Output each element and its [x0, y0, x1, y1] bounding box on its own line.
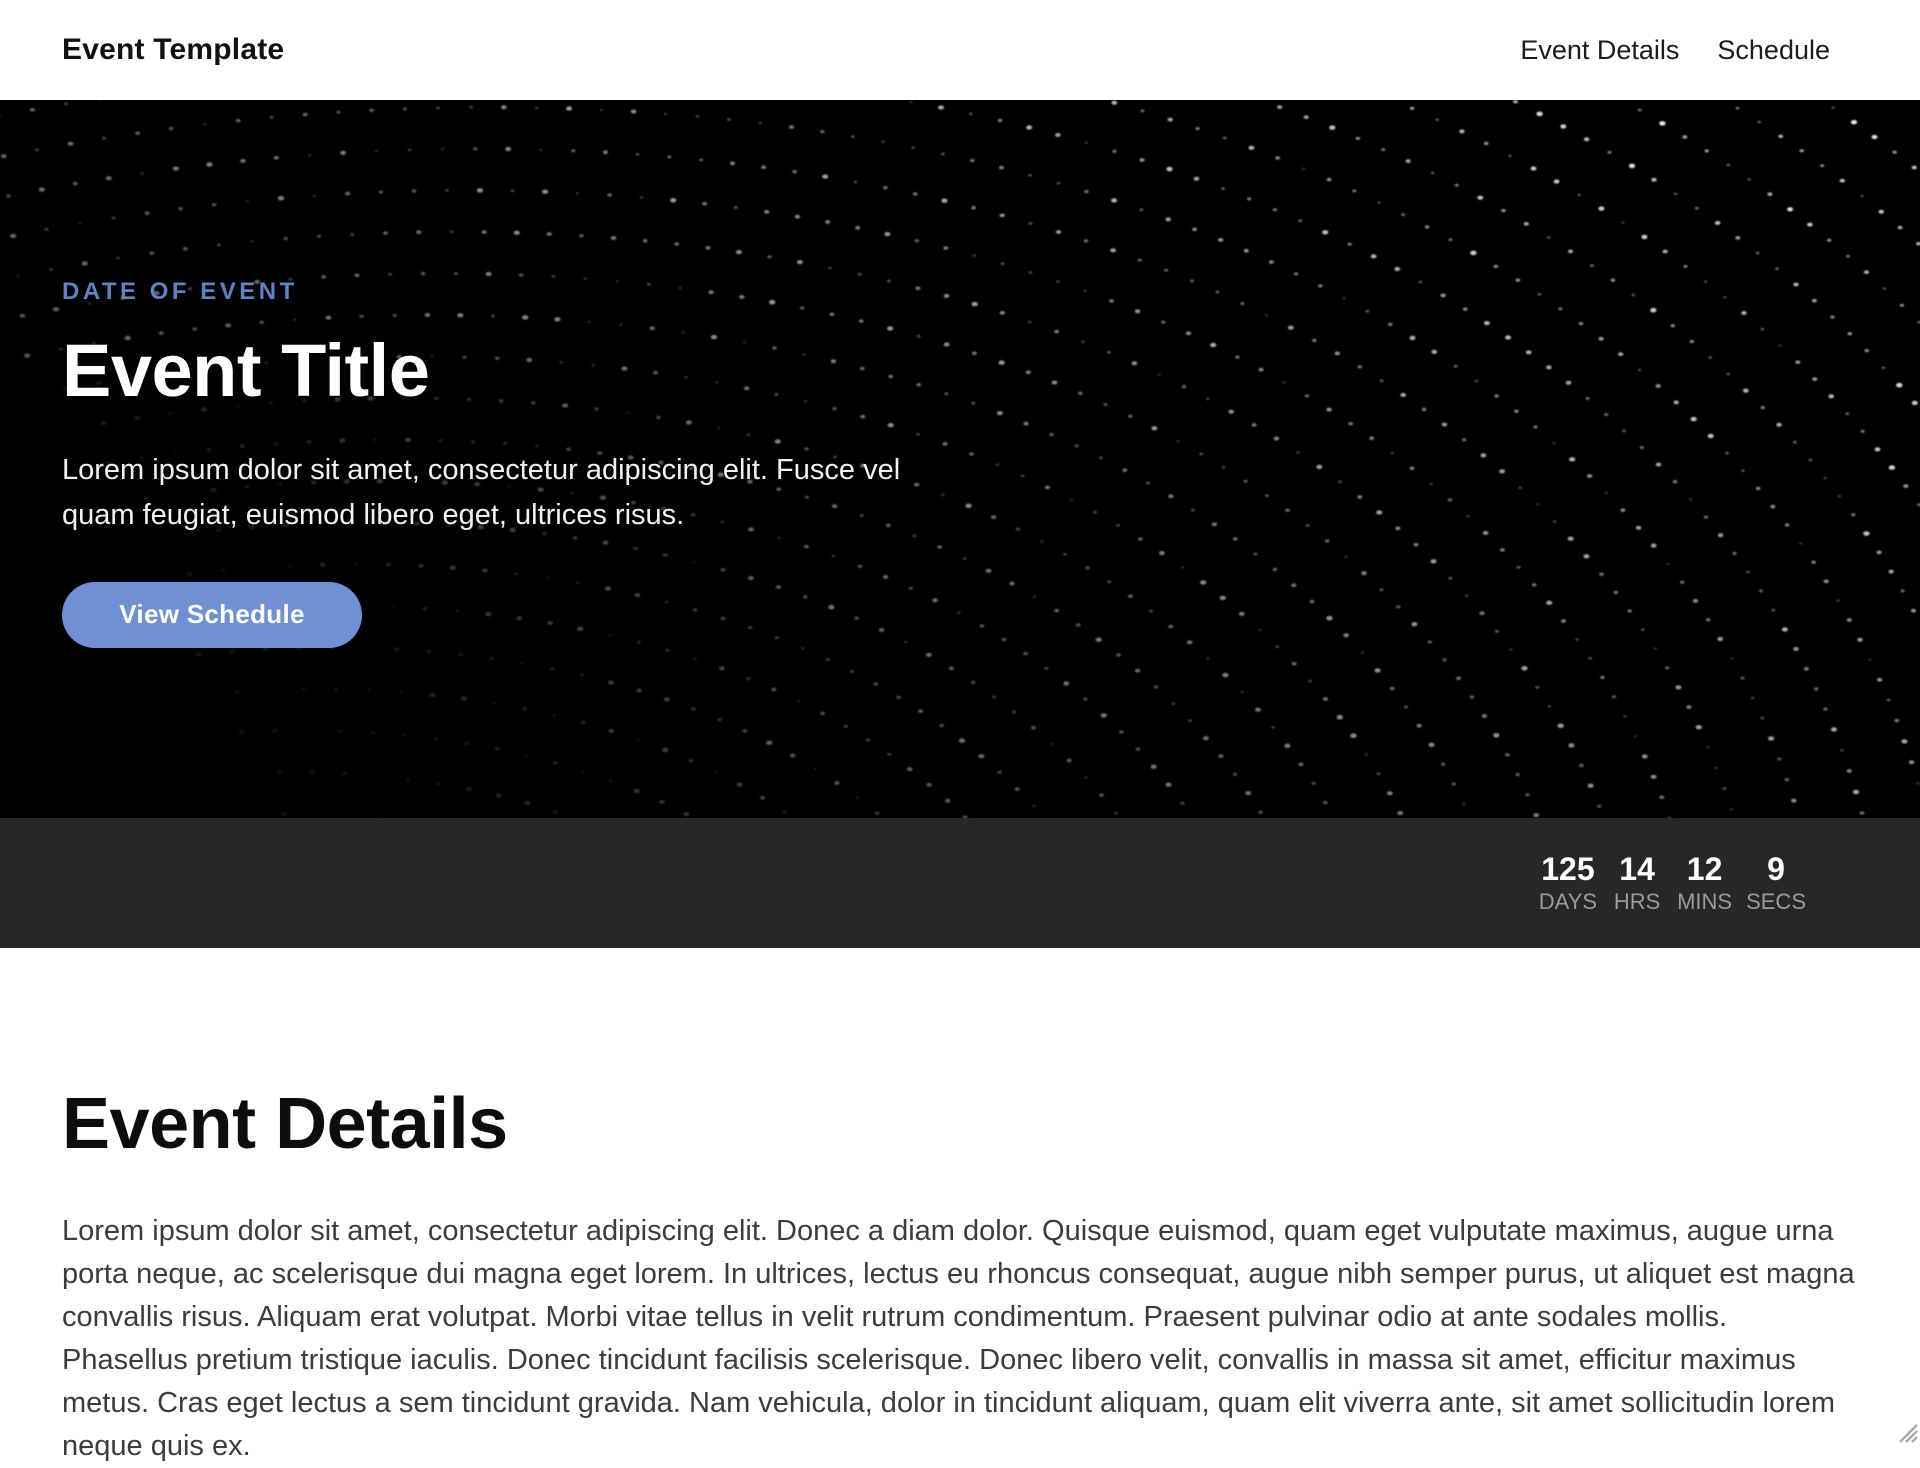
resize-handle-icon[interactable] — [1892, 1417, 1918, 1443]
countdown-label-days: DAYS — [1538, 889, 1598, 914]
logo-text: Event Template — [62, 33, 285, 66]
main-nav — [1520, 35, 1830, 66]
countdown-value-hrs: 14 — [1619, 850, 1655, 887]
event-details-body: Lorem ipsum dolor sit amet, consectetur adipiscing elit. Donec a diam dolor. Quisque euismod, quam eget vulputate maximus, augue urna porta neque, ac scelerisque dui magna eget lorem. In ultrices, lectus eu rhoncus consequat, augue nibh semper purus, ut aliquet est magna convallis risus. Aliquam erat volutpat. Morbi vitae tellus in velit rutrum condimentum. Praesent pulvinar odio at ante sodales mollis. Phasellus pretium tristique iaculis. Donec tincidunt facilisis scelerisque. Donec libero velit, convallis in massa sit amet, efficitur maximus metus. Cras eget lectus a sem tincidunt gravida. Nam vehicula, dolor in tincidunt aliquam, quam elit viverra ante, sit amet sollicitudin lorem neque quis ex. — [62, 1214, 1855, 1462]
hero-title: Event Title — [62, 329, 430, 412]
countdown-item-days — [1539, 852, 1597, 914]
nav-link-event-details[interactable]: Event Details — [1520, 34, 1680, 65]
countdown-item-mins — [1677, 852, 1732, 914]
nav-link-schedule[interactable]: Schedule — [1717, 34, 1830, 65]
hero-content — [0, 100, 940, 648]
countdown-value-secs: 9 — [1767, 850, 1785, 887]
hero-eyebrow: DATE OF EVENT — [62, 278, 298, 305]
countdown-item-secs — [1746, 852, 1806, 914]
countdown-item-hrs — [1611, 852, 1663, 914]
hero-section — [0, 100, 1920, 818]
countdown-label-hrs: HRS — [1613, 889, 1661, 914]
site-header — [0, 0, 1920, 100]
countdown-label-secs: SECS — [1746, 889, 1806, 914]
countdown-value-mins: 12 — [1686, 850, 1723, 887]
view-schedule-button[interactable]: View Schedule — [62, 582, 362, 648]
event-details-heading: Event Details — [62, 1084, 508, 1164]
countdown-label-mins: MINS — [1677, 889, 1733, 914]
countdown-value-days: 125 — [1541, 850, 1595, 887]
event-details-section — [0, 948, 1920, 1468]
hero-description: Lorem ipsum dolor sit amet, consectetur adipiscing elit. Fusce vel quam feugiat, euismod libero eget, ultrices risus. — [62, 453, 901, 531]
countdown-bar — [0, 818, 1920, 948]
